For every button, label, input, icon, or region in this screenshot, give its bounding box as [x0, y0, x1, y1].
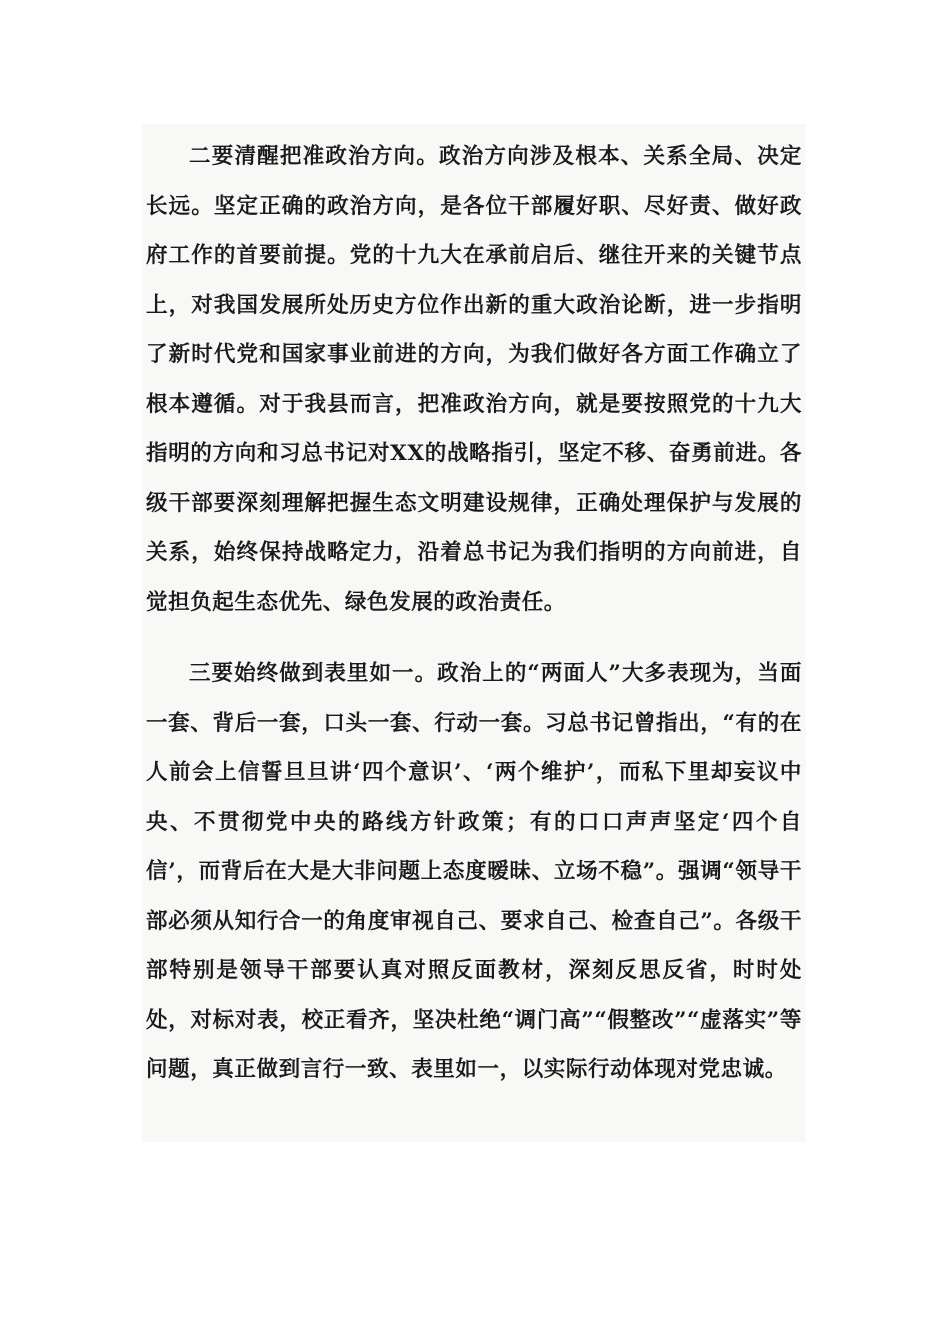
- document-text-block: [142, 124, 806, 1142]
- paragraph-political-direction: 二要清醒把准政治方向。政治方向涉及根本、关系全局、决定长远。坚定正确的政治方向，是各位干部履好职、尽好责、做好政府工作的首要前提。党的十九大在承前启后、继往开来的关键节点上，对我国发展所处历史方位作出新的重大政治论断，进一步指明了新时代党和国家事业前进的方向，为我们做好各方面工作确立了根本遵循。对于我县而言，把准政治方向，就是要按照党的十九大指明的方向和习总书记对XX的战略指引，坚定不移、奋勇前进。各级干部要深刻理解把握生态文明建设规律，正确处理保护与发展的关系，始终保持战略定力，沿着总书记为我们指明的方向前进，自觉担负起生态优先、绿色发展的政治责任。: [146, 144, 802, 615]
- paragraph-consistency: 三要始终做到表里如一。政治上的“两面人”大多表现为，当面一套、背后一套，口头一套、行动一套。习总书记曾指出，“有的在人前会上信誓旦旦讲‘四个意识’、‘两个维护’，而私下里却妄议中央、不贯彻党中央的路线方针政策；有的口口声声坚定‘四个自信’，而背后在大是大非问题上态度暧昧、立场不稳”。强调“领导干部必须从知行合一的角度审视自己、要求自己、检查自己”。各级干部特别是领导干部要认真对照反面教材，深刻反思反省，时时处处，对标对表，校正看齐，坚决杜绝“调门高”“假整改”“虚落实”等问题，真正做到言行一致、表里如一，以实际行动体现对党忠诚。: [146, 661, 802, 1082]
